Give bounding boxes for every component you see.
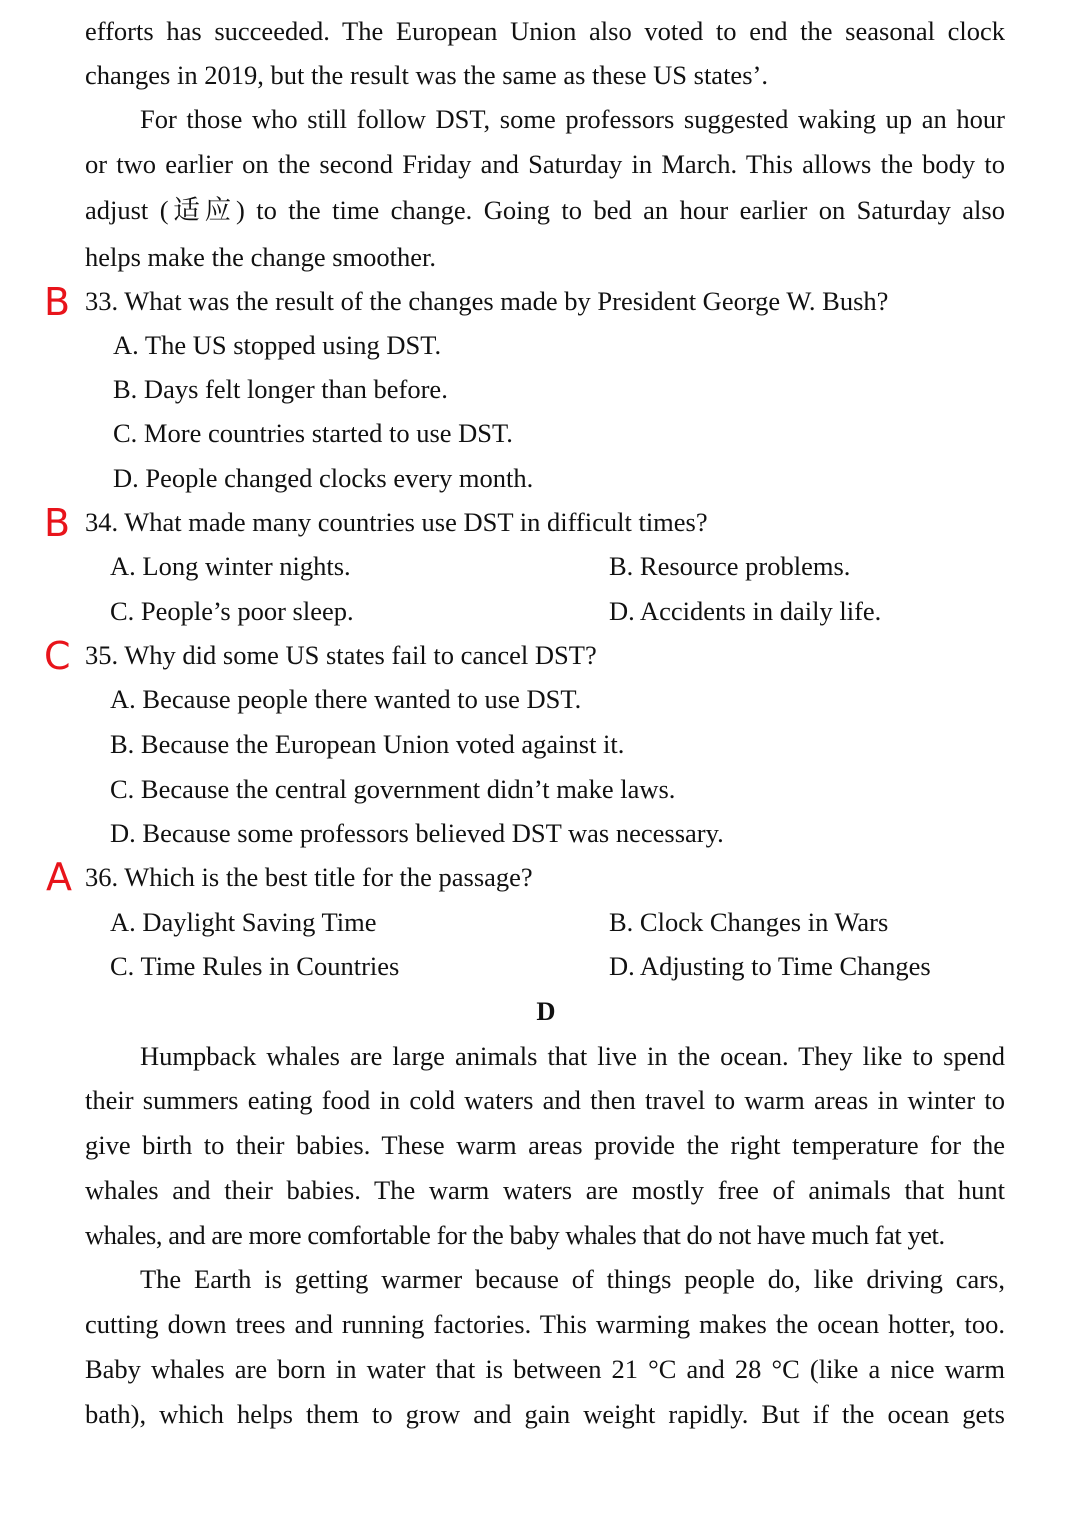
question-stem: 35. Why did some US states fail to cancel DST? [85,640,597,670]
passage-d-line: whales and their babies. The warm waters are mostly free of animals that hunt [85,1175,1005,1205]
question-option: D. Because some professors believed DST was necessary. [110,818,724,848]
passage-d-line: give birth to their babies. These warm areas provide the right temperature for the [85,1130,1005,1160]
passage-d-line: Humpback whales are large animals that live in the ocean. They like to spend [140,1041,1005,1071]
passage-d-para2-line: bath), which helps them to grow and gain weight rapidly. But if the ocean gets [85,1399,1005,1429]
question-option: C. People’s poor sleep. [110,596,354,626]
question-option: C. Time Rules in Countries [110,951,400,981]
handwritten-answer-mark: C [44,634,71,678]
question-option: B. Because the European Union voted against it. [110,729,625,759]
question-option: B. Days felt longer than before. [113,374,448,404]
question-stem: 33. What was the result of the changes made by President George W. Bush? [85,286,889,316]
question-stem: 36. Which is the best title for the passage? [85,862,533,892]
section-heading: D [536,996,556,1026]
handwritten-answer-mark: B [44,501,71,545]
passage-c-para2-line: adjust (适应) to the time change. Going to bed an hour earlier on Saturday also [85,195,1005,225]
passage-d-line: whales, and are more comfortable for the baby whales that do not have much fat yet. [85,1220,945,1250]
question-option: C. Because the central government didn’t make laws. [110,774,676,804]
question-option: D. Accidents in daily life. [609,596,882,626]
passage-d-line: their summers eating food in cold waters and then travel to warm areas in winter to [85,1085,1005,1115]
passage-c-line: changes in 2019, but the result was the same as these US states’. [85,60,768,90]
question-option: D. Adjusting to Time Changes [609,951,931,981]
question-option: A. Long winter nights. [110,551,351,581]
question-stem: 34. What made many countries use DST in difficult times? [85,507,708,537]
passage-d-para2-line: Baby whales are born in water that is between 21 °C and 28 °C (like a nice warm [85,1354,1005,1384]
passage-d-para2-line: The Earth is getting warmer because of things people do, like driving cars, [140,1264,1005,1294]
passage-c-para2-line: For those who still follow DST, some professors suggested waking up an hour [140,104,1005,134]
question-option: A. Daylight Saving Time [110,907,377,937]
passage-c-para2-line: helps make the change smoother. [85,242,437,272]
handwritten-answer-mark: B [44,280,71,324]
question-option: B. Resource problems. [609,551,851,581]
question-option: A. The US stopped using DST. [113,330,442,360]
question-option: C. More countries started to use DST. [113,418,513,448]
passage-c-line: efforts has succeeded. The European Union also voted to end the seasonal clock [85,16,1005,46]
passage-d-para2-line: cutting down trees and running factories. This warming makes the ocean hotter, too. [85,1309,1005,1339]
question-option: B. Clock Changes in Wars [609,907,889,937]
question-option: A. Because people there wanted to use DST. [110,684,582,714]
passage-c-para2-line: or two earlier on the second Friday and Saturday in March. This allows the body to [85,149,1005,179]
question-option: D. People changed clocks every month. [113,463,534,493]
handwritten-answer-mark: A [46,855,72,899]
